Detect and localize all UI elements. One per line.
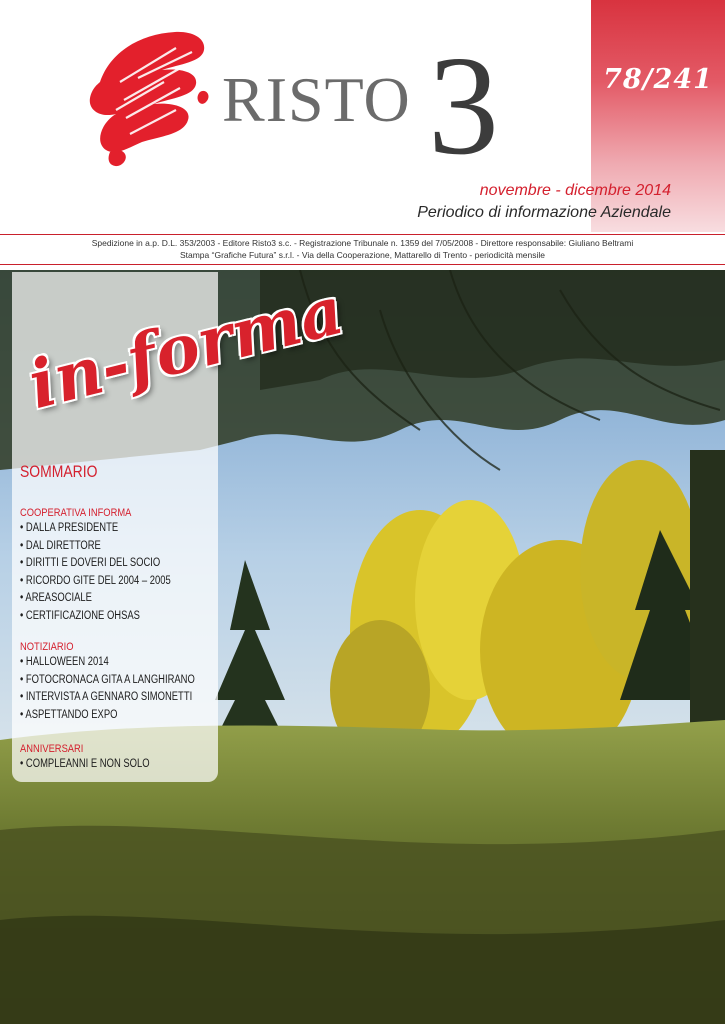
summary-item: • INTERVISTA A GENNARO SIMONETTI <box>20 691 193 704</box>
issue-date: novembre - dicembre 2014 <box>479 182 671 199</box>
summary-title: SOMMARIO <box>20 462 98 481</box>
summary-item: • CERTIFICAZIONE OHSAS <box>20 609 140 622</box>
summary-item: • DALLA PRESIDENTE <box>20 522 119 534</box>
summary-item: • FOTOCRONACA GITA A LANGHIRANO <box>20 673 195 686</box>
section-heading: COOPERATIVA INFORMA <box>20 507 132 519</box>
legal-line-2: Stampa “Grafiche Futura” s.r.l. - Via della Cooperazione, Mattarello di Trento - periodicità mensile <box>179 250 546 260</box>
summary-section <box>20 640 216 724</box>
summary-section <box>20 506 216 626</box>
masthead-title: in-forma <box>21 270 351 424</box>
legal-line-1: Spedizione in a.p. D.L. 353/2003 - Editore Risto3 s.c. - Registrazione Tribunale n. 1359 del 7/05/2008 - Direttore responsabile: Giuliano Beltrami <box>91 238 634 248</box>
section-heading: NOTIZIARIO <box>20 641 74 653</box>
logo-digit: 3 <box>428 26 499 184</box>
summary-item: • COMPLEANNI E NON SOLO <box>20 758 150 770</box>
logo-brush-icon <box>80 22 220 172</box>
issue-subtitle: Periodico di informazione Aziendale <box>417 204 671 221</box>
section-heading: ANNIVERSARI <box>20 743 84 755</box>
summary-item: • RICORDO GITE DEL 2004 – 2005 <box>20 574 171 587</box>
summary-item: • DIRITTI E DOVERI DEL SOCIO <box>20 557 161 570</box>
summary-item: • AREASOCIALE <box>20 592 92 605</box>
logo-wordmark: RISTO <box>222 64 411 135</box>
summary-item: • ASPETTANDO EXPO <box>20 708 118 721</box>
summary-section <box>20 742 216 774</box>
bottom-divider <box>0 264 725 265</box>
issue-number: 78/241 <box>603 64 713 95</box>
top-divider <box>0 234 725 235</box>
summary-item: • HALLOWEEN 2014 <box>20 656 109 668</box>
summary-item: • DAL DIRETTORE <box>20 539 101 552</box>
